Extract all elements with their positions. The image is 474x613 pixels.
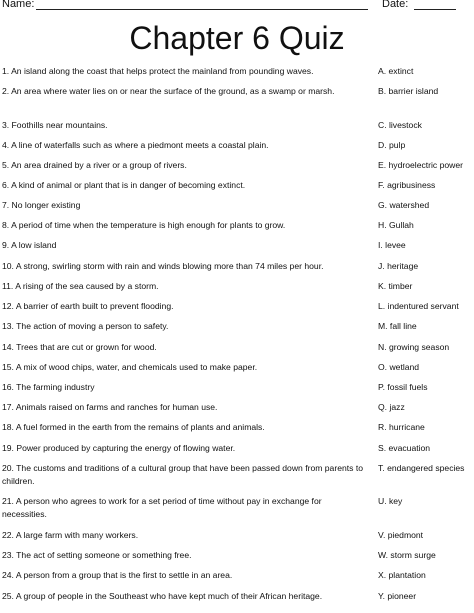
question-item: 3. Foothills near mountains. <box>2 120 108 130</box>
answer-option: I. levee <box>378 240 406 250</box>
answer-option: N. growing season <box>378 342 450 352</box>
answer-option: D. pulp <box>378 140 406 150</box>
question-item: 6. A kind of animal or plant that is in danger of becoming extinct. <box>2 180 246 190</box>
question-item: 15. A mix of wood chips, water, and chemicals used to make paper. <box>2 362 258 372</box>
question-item: 25. A group of people in the Southeast who have kept much of their African heritage. <box>2 591 323 601</box>
answer-option: W. storm surge <box>378 550 436 560</box>
question-item: 7. No longer existing <box>2 200 81 210</box>
question-item: 10. A strong, swirling storm with rain and winds blowing more than 74 miles per hour. <box>2 261 324 271</box>
page-title: Chapter 6 Quiz <box>129 20 345 56</box>
answer-option: J. heritage <box>378 261 419 271</box>
question-item: 1. An island along the coast that helps protect the mainland from pounding waves. <box>2 66 314 76</box>
question-item: 9. A low island <box>2 240 57 250</box>
answer-option: X. plantation <box>378 570 426 580</box>
question-item: 20. The customs and traditions of a cultural group that have been passed down from parents to children. <box>2 463 363 486</box>
question-item: 12. A barrier of earth built to prevent flooding. <box>2 301 174 311</box>
name-label: Name: <box>2 0 35 10</box>
answer-option: A. extinct <box>378 66 414 76</box>
question-item: 22. A large farm with many workers. <box>2 530 139 540</box>
question-item: 13. The action of moving a person to safety. <box>2 321 169 331</box>
answer-option: Q. jazz <box>378 402 405 412</box>
question-item: 21. A person who agrees to work for a set period of time without pay in exchange for necessities. <box>2 496 322 519</box>
question-item: 5. An area drained by a river or a group of rivers. <box>2 160 187 170</box>
question-item: 8. A period of time when the temperature is high enough for plants to grow. <box>2 220 286 230</box>
answer-option: E. hydroelectric power <box>378 160 464 170</box>
answer-option: U. key <box>378 496 403 506</box>
answer-option: F. agribusiness <box>378 180 436 190</box>
question-item: 16. The farming industry <box>2 382 95 392</box>
answer-option: V. piedmont <box>378 530 424 540</box>
answer-option: K. timber <box>378 281 413 291</box>
answer-option: L. indentured servant <box>378 301 459 311</box>
question-item: 24. A person from a group that is the first to settle in an area. <box>2 570 233 580</box>
answer-option: T. endangered species <box>378 463 465 473</box>
answer-option: G. watershed <box>378 200 430 210</box>
answer-option: O. wetland <box>378 362 420 372</box>
name-blank-line <box>36 9 368 10</box>
answer-option: S. evacuation <box>378 443 431 453</box>
question-item: 4. A line of waterfalls such as where a piedmont meets a coastal plain. <box>2 140 269 150</box>
header <box>0 0 474 14</box>
answer-option: C. livestock <box>378 120 422 130</box>
question-item: 2. An area where water lies on or near the surface of the ground, as a swamp or marsh. <box>2 86 335 96</box>
answer-option: R. hurricane <box>378 422 425 432</box>
question-item: 23. The act of setting someone or something free. <box>2 550 192 560</box>
answer-option: M. fall line <box>378 321 417 331</box>
answer-option: B. barrier island <box>378 86 439 96</box>
question-item: 17. Animals raised on farms and ranches for human use. <box>2 402 218 412</box>
answer-option: H. Gullah <box>378 220 414 230</box>
date-blank-line <box>414 9 456 10</box>
question-item: 11. A rising of the sea caused by a storm. <box>2 281 159 291</box>
answer-option: Y. pioneer <box>378 591 417 601</box>
question-item: 18. A fuel formed in the earth from the remains of plants and animals. <box>2 422 265 432</box>
date-label: Date: <box>382 0 409 10</box>
answer-option: P. fossil fuels <box>378 382 428 392</box>
question-item: 19. Power produced by capturing the energy of flowing water. <box>2 443 236 453</box>
question-item: 14. Trees that are cut or grown for wood. <box>2 342 157 352</box>
